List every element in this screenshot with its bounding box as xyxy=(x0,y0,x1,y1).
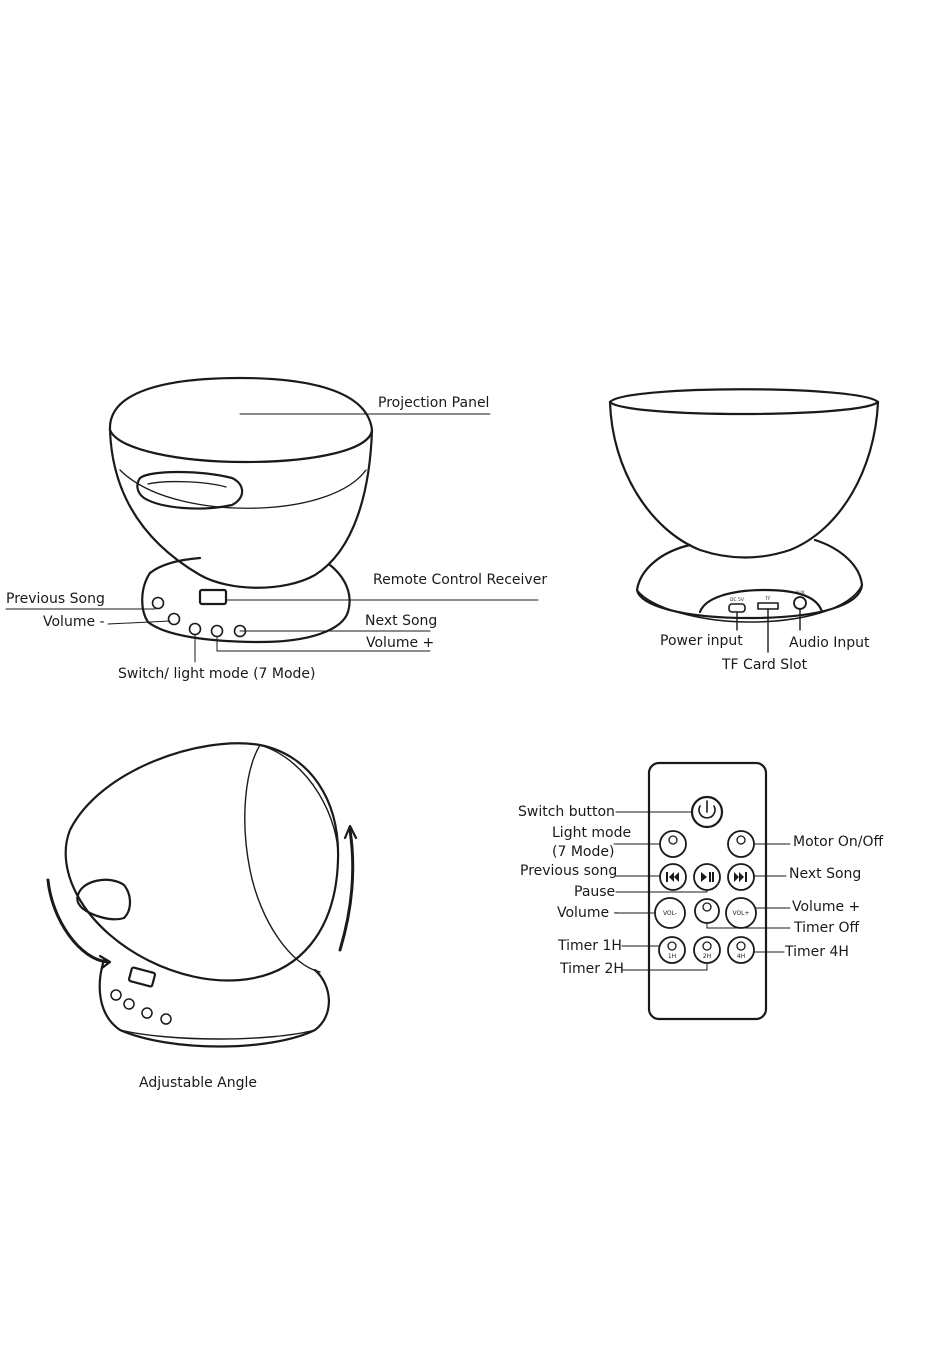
label-volume-minus-remote: Volume - xyxy=(557,905,619,921)
key-2h-text: 2H xyxy=(702,953,712,960)
back-view-device xyxy=(610,389,878,622)
label-timer-1h: Timer 1H xyxy=(558,938,622,954)
label-switch-light-mode: Switch/ light mode (7 Mode) xyxy=(118,666,316,682)
label-motor-on-off: Motor On/Off xyxy=(793,834,884,850)
port-tf-text: TF xyxy=(765,597,771,602)
label-power-input: Power input xyxy=(660,633,743,649)
label-audio-input: Audio Input xyxy=(789,635,870,651)
label-adjustable-angle: Adjustable Angle xyxy=(139,1075,258,1091)
label-previous-song: Previous Song xyxy=(6,591,105,607)
label-volume-plus: Volume + xyxy=(366,635,435,651)
key-4h-text: 4H xyxy=(736,953,746,960)
label-volume-minus: Volume - xyxy=(43,614,105,630)
label-previous-song-remote: Previous song xyxy=(520,863,618,879)
label-pause: Pause xyxy=(574,884,616,900)
label-next-song-remote: Next Song xyxy=(789,866,862,882)
remote-leaders xyxy=(614,812,790,970)
label-light-mode-count: (7 Mode) xyxy=(552,844,615,860)
label-projection-panel: Projection Panel xyxy=(378,395,490,411)
label-timer-4h: Timer 4H xyxy=(785,944,849,960)
port-aux-text: AUX xyxy=(795,591,805,596)
port-dc-text: DC 5V xyxy=(730,598,744,603)
label-timer-2h: Timer 2H xyxy=(560,961,624,977)
label-light-mode: Light mode xyxy=(552,825,632,841)
key-vol-minus-text: VOL- xyxy=(662,910,678,917)
key-vol-plus-text: VOL+ xyxy=(732,910,750,917)
play-pause-icon xyxy=(701,872,714,882)
label-remote-control-receiver: Remote Control Receiver xyxy=(373,572,548,588)
front-view-device xyxy=(110,378,372,642)
label-switch-button: Switch button xyxy=(518,804,615,820)
label-volume-plus-remote: Volume + xyxy=(792,899,861,915)
prev-track-icon xyxy=(666,872,679,882)
label-timer-off: Timer Off xyxy=(794,920,860,936)
label-tf-card-slot: TF Card Slot xyxy=(722,657,808,673)
label-next-song: Next Song xyxy=(365,613,438,629)
key-1h-text: 1H xyxy=(667,953,677,960)
angle-view-device xyxy=(48,743,356,1046)
next-track-icon xyxy=(734,872,747,882)
